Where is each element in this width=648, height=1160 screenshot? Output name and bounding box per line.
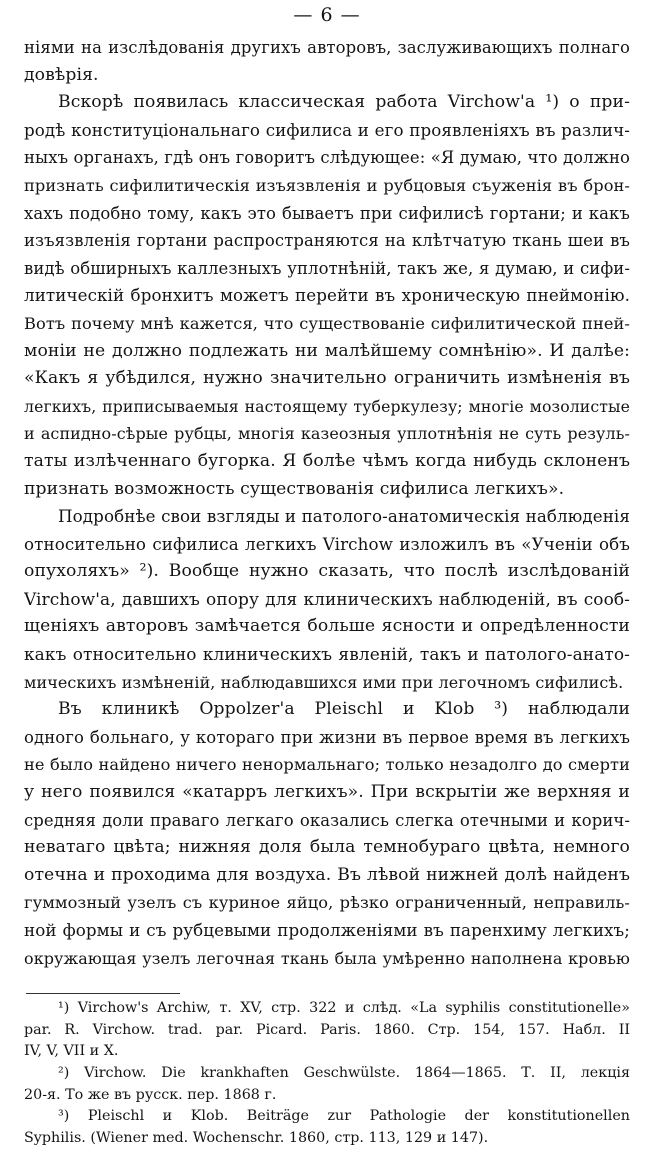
text-line: Вскорѣ появилась классическая работа Virchow'a ¹) о при- (58, 92, 630, 113)
text-line: окружающая узелъ легочная ткань была умѣренно наполнена кровью (24, 948, 630, 968)
body-text (24, 34, 630, 972)
footnote-line: ³) Pleischl и Klob. Beiträge zur Pathologie der konstitutionellen (58, 1108, 630, 1125)
text-line: хахъ подобно тому, какъ это бываетъ при сифилисѣ гортани; и какъ (24, 203, 630, 223)
footnote-line: Syphilis. (Wiener med. Wochenschr. 1860, стр. 113, 129 и 147). (24, 1130, 489, 1147)
footnote-line: ¹) Virchow's Archiw, т. XV, стр. 322 и слѣд. «La syphilis constitutionelle» (58, 1000, 630, 1016)
footnote-3 (24, 1106, 630, 1149)
text-line: видѣ обширныхъ каллезныхъ уплотнѣній, такъ же, я думаю, и сифи- (24, 258, 630, 278)
footnote-line: 20-я. То же въ русск. пер. 1868 г. (24, 1086, 277, 1103)
text-line: Вотъ почему мнѣ кажется, что существованіе сифилитической пней- (24, 313, 630, 333)
paragraph-4 (24, 696, 630, 972)
footnotes (24, 998, 630, 1150)
text-line: «Какъ я убѣдился, нужно значительно ограничить измѣненія въ (24, 368, 630, 389)
text-line: и аспидно-сѣрые рубцы, многія казеозныя уплотнѣнія не суть резуль- (24, 424, 630, 444)
footnote-2 (24, 1063, 630, 1106)
text-line: одного больнаго, у котораго при жизни въ первое время въ легкихъ (24, 727, 630, 747)
text-line: мическихъ измѣненій, наблюдавшихся ими при легочномъ сифилисѣ. (24, 672, 624, 692)
text-line: изъязвленія гортани распространяются на клѣтчатую ткань шеи въ (24, 231, 630, 251)
text-line: родѣ конституціональнаго сифилиса и его проявленіяхъ въ различ- (24, 119, 630, 140)
text-line: опухоляхъ» ²). Вообще нужно сказать, что послѣ изслѣдованій (24, 561, 630, 582)
text-line: Въ клиникѣ Oppolzer'a Pleischl и Klob ³) наблюдали (58, 699, 630, 720)
text-line: щеніяхъ авторовъ замѣчается больше ясности и опредѣленности (24, 616, 630, 637)
page-number: — 6 — (293, 4, 361, 26)
text-line: средняя доли праваго легкаго оказались слегка отечными и корич- (24, 810, 630, 830)
text-line: довѣрія. (24, 64, 99, 85)
paragraph-3 (24, 503, 630, 696)
paragraph-2 (24, 89, 630, 503)
text-line: легкихъ, приписываемыя настоящему туберкулезу; многіе мозолистые (24, 396, 630, 416)
text-line: какъ относительно клиническихъ явленій, такъ и патолого-анато- (24, 644, 630, 665)
text-line: Подробнѣе свои взгляды и патолого-анатомическія наблюденія (58, 506, 630, 527)
text-line: признать возможность существованія сифилиса легкихъ». (24, 478, 565, 499)
text-line: таты излѣченнаго бугорка. Я болѣе чѣмъ когда нибудь склоненъ (24, 450, 630, 471)
footnote-line: ²) Virchow. Die krankhaften Geschwülste. 1864—1865. Т. II, лекція (58, 1065, 630, 1082)
text-line: у него появился «катарръ легкихъ». При вскрытіи же верхняя и (24, 782, 630, 803)
text-line: ной формы и съ рубцевыми продолженіями въ паренхиму легкихъ; (24, 920, 630, 940)
footnote-line: par. R. Virchow. trad. par. Picard. Paris. 1860. Стр. 154, 157. Набл. II (24, 1021, 630, 1038)
footnote-1 (24, 998, 630, 1063)
text-line: Virchow'a, давшихъ опору для клиническихъ наблюденій, въ сооб- (24, 588, 630, 609)
text-line: не было найдено ничего ненормальнаго; только незадолго до смерти (24, 755, 630, 775)
text-line: признать сифилитическія изъязвленія и рубцовыя съуженія въ брон- (24, 175, 630, 195)
text-line: относительно сифилиса легкихъ Virchow изложилъ въ «Ученіи объ (24, 533, 630, 554)
footnote-line: IV, V, VII и X. (24, 1043, 119, 1060)
text-line: ныхъ органахъ, гдѣ онъ говоритъ слѣдующее: «Я думаю, что должно (24, 148, 630, 168)
text-line: ніями на изслѣдованія другихъ авторовъ, заслуживающихъ полнаго (24, 38, 630, 57)
footnote-divider (26, 993, 180, 994)
text-line: моніи не должно подлежать ни малѣйшему сомнѣнію». И далѣе: (24, 340, 630, 361)
text-line: неватаго цвѣта; нижняя доля была темнобураго цвѣта, немного (24, 837, 630, 858)
text-line: литическій бронхитъ можетъ перейти въ хроническую пнеймонію. (24, 285, 630, 306)
paragraph-1 (24, 34, 630, 89)
text-line: гуммозный узелъ съ куриное яйцо, рѣзко ограниченный, неправиль- (24, 893, 630, 913)
text-line: отечна и проходима для воздуха. Въ лѣвой нижней долѣ найденъ (24, 864, 630, 885)
